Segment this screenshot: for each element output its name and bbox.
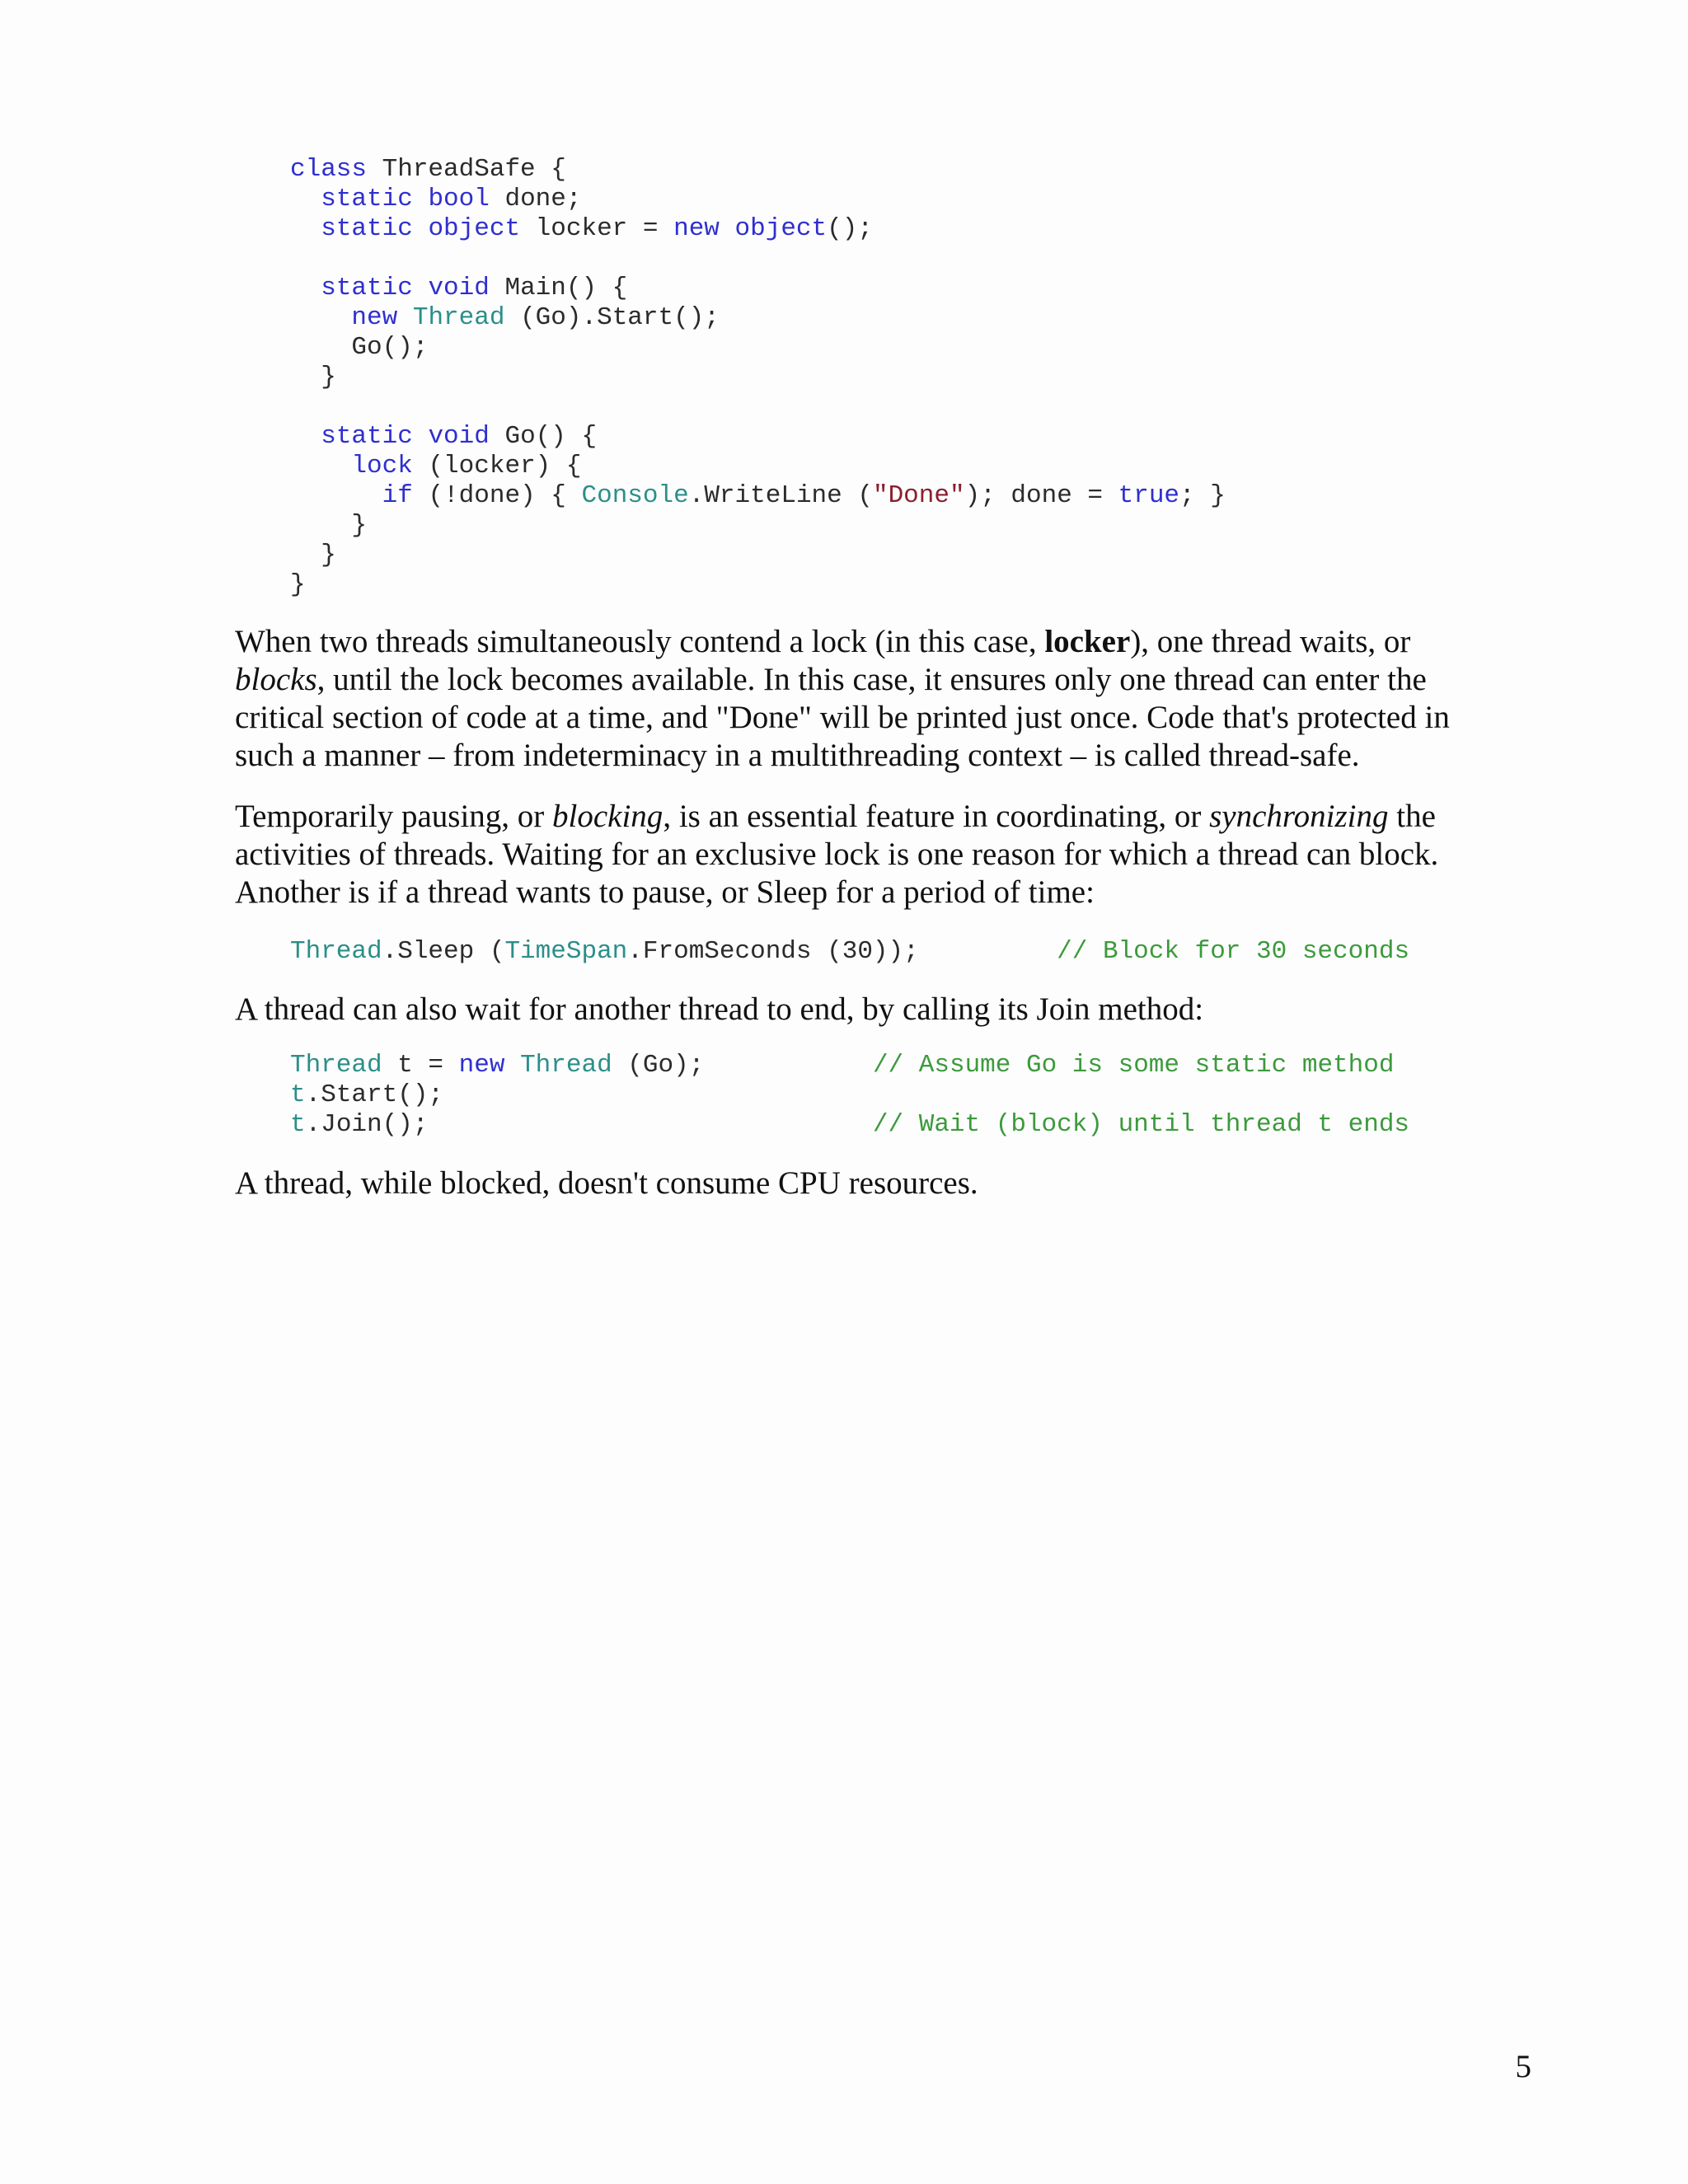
code-type: Console	[581, 481, 689, 510]
code-keyword: class	[290, 155, 368, 184]
text-run: Temporarily pausing, or	[235, 799, 553, 834]
code-text	[290, 274, 321, 302]
code-text: .Sleep (	[382, 937, 505, 966]
code-line	[290, 392, 1226, 422]
code-comment: // Block for 30 seconds	[1057, 937, 1410, 966]
code-line	[290, 1080, 1409, 1110]
code-text: t =	[382, 1051, 459, 1080]
text-run: A thread, while blocked, doesn't consume CPU resources.	[235, 1165, 978, 1201]
italic-term: blocks	[235, 662, 317, 697]
code-line	[290, 541, 1226, 570]
code-text: Go() {	[489, 422, 598, 451]
code-type: TimeSpan	[504, 937, 628, 966]
text-run: , is an essential feature in coordinating, or	[663, 799, 1210, 834]
paragraph-blocking	[235, 798, 1504, 912]
code-line	[290, 511, 1226, 541]
code-text: ); done =	[964, 481, 1118, 510]
code-keyword: true	[1118, 481, 1180, 510]
code-text: }	[290, 363, 336, 391]
code-block-join	[290, 1051, 1409, 1140]
paragraph-cpu-resources	[235, 1165, 1504, 1202]
code-keyword: static bool	[321, 185, 490, 213]
code-type: Thread	[412, 303, 505, 332]
code-keyword: new	[458, 1051, 505, 1080]
code-type: t	[290, 1110, 306, 1139]
code-text	[504, 1051, 520, 1080]
code-line	[290, 1051, 1409, 1080]
text-run: A thread can also wait for another thread to end, by calling its Join method:	[235, 991, 1204, 1027]
code-text: }	[290, 570, 306, 599]
code-string: "Done"	[872, 481, 965, 510]
code-text: locker =	[520, 214, 674, 243]
code-block-sleep	[290, 937, 1409, 967]
code-line	[290, 214, 1226, 244]
code-keyword: lock	[351, 452, 413, 480]
code-text: }	[290, 541, 336, 569]
code-line	[290, 570, 1226, 600]
italic-term: blocking	[552, 799, 663, 834]
page-number: 5	[1515, 2049, 1531, 2084]
code-line	[290, 155, 1226, 185]
text-run: , until the lock becomes available. In this case, it ensures only one thread can enter the critical section of code at a time, and "Done" will be printed just once. Code that's protected in such a manner – from indeterminacy in a multithreading context – is called thread-safe.	[235, 662, 1450, 773]
code-type: t	[290, 1080, 306, 1109]
code-line	[290, 937, 1409, 967]
code-text	[290, 452, 351, 480]
code-line	[290, 1110, 1409, 1140]
code-keyword: new	[351, 303, 398, 332]
code-line	[290, 452, 1226, 481]
code-text: .FromSeconds (30));	[627, 937, 1057, 966]
code-text: (Go).Start();	[504, 303, 720, 332]
code-text: .Join();	[305, 1110, 873, 1139]
code-text: (Go);	[612, 1051, 873, 1080]
paragraph-lock-contention	[235, 623, 1504, 775]
italic-term: synchronizing	[1209, 799, 1389, 834]
code-line	[290, 244, 1226, 274]
code-text: ();	[827, 214, 873, 243]
code-line	[290, 185, 1226, 214]
code-line	[290, 422, 1226, 452]
code-text: Main() {	[489, 274, 628, 302]
code-text: ThreadSafe {	[367, 155, 566, 184]
paragraph-join	[235, 991, 1504, 1029]
code-text	[290, 303, 351, 332]
code-text: .WriteLine (	[688, 481, 873, 510]
code-text	[290, 185, 321, 213]
code-text: }	[290, 511, 368, 540]
code-line	[290, 481, 1226, 511]
code-keyword: static void	[321, 422, 490, 451]
code-text: Go();	[290, 333, 429, 362]
code-text	[397, 303, 413, 332]
code-text: ; }	[1179, 481, 1226, 510]
code-keyword: static object	[321, 214, 521, 243]
code-text	[290, 481, 382, 510]
bold-term: locker	[1044, 624, 1131, 659]
code-keyword: static void	[321, 274, 490, 302]
code-line	[290, 303, 1226, 333]
code-text	[290, 214, 321, 243]
code-comment: // Wait (block) until thread t ends	[872, 1110, 1410, 1139]
code-type: Thread	[290, 1051, 382, 1080]
code-text: .Start();	[305, 1080, 444, 1109]
code-type: Thread	[290, 937, 382, 966]
code-keyword: new object	[673, 214, 828, 243]
code-type: Thread	[520, 1051, 612, 1080]
code-line	[290, 363, 1226, 392]
code-text: (!done) {	[412, 481, 582, 510]
code-text: done;	[489, 185, 582, 213]
code-keyword: if	[382, 481, 413, 510]
text-run: the activities of threads. Waiting for an exclusive lock is one reason for which a thread can block. Another is if a thread wants to pause, or Sleep for a period of time:	[235, 799, 1439, 910]
code-line	[290, 274, 1226, 303]
code-line	[290, 333, 1226, 363]
text-run: ), one thread waits, or	[1130, 624, 1411, 659]
code-text	[290, 422, 321, 451]
code-text: (locker) {	[412, 452, 582, 480]
code-comment: // Assume Go is some static method	[872, 1051, 1395, 1080]
code-block-threadsafe-class	[290, 155, 1226, 600]
text-run: When two threads simultaneously contend a lock (in this case,	[235, 624, 1045, 659]
